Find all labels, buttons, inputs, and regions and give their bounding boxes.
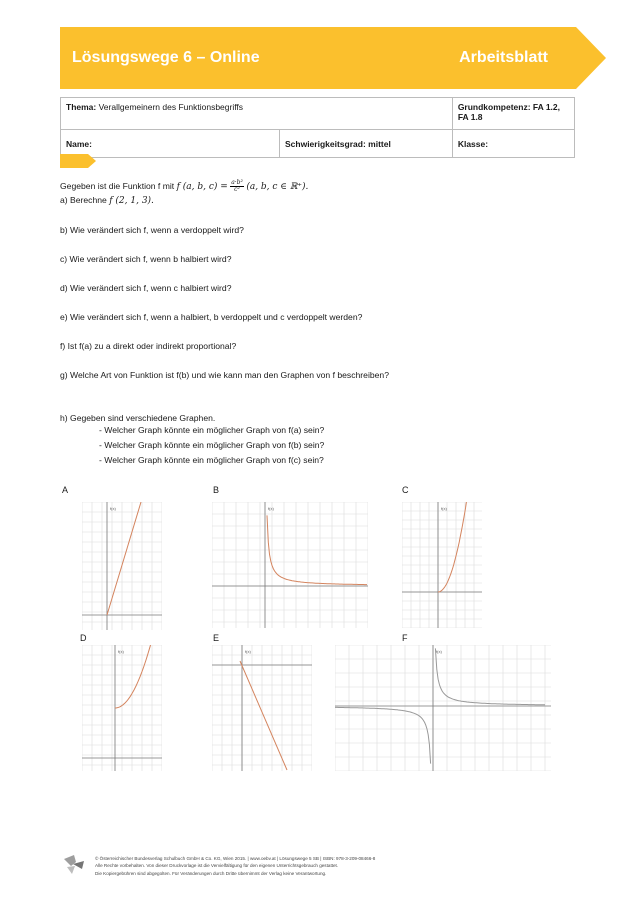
task-h2: - Welcher Graph könnte ein möglicher Graph von f(b) sein? xyxy=(99,440,325,450)
thema-label: Thema: xyxy=(66,102,97,112)
task-h3: - Welcher Graph könnte ein möglicher Graph von f(c) sein? xyxy=(99,455,324,465)
schwierigkeit-label: Schwierigkeitsgrad: xyxy=(285,138,366,149)
formula-numerator: a·b² xyxy=(231,179,243,186)
worksheet-type: Arbeitsblatt xyxy=(459,49,548,66)
task-intro xyxy=(60,180,308,193)
schwierigkeit-value: mittel xyxy=(368,138,391,149)
task-f: f) Ist f(a) zu a direkt oder indirekt proportional? xyxy=(60,341,237,351)
formula-fraction xyxy=(230,180,244,193)
kompetenz-label: Grundkompetenz: xyxy=(457,102,531,112)
task-g: g) Welche Art von Funktion ist f(b) und wie kann man den Graphen von f beschreiben? xyxy=(60,370,389,380)
name-label: Name: xyxy=(66,138,92,149)
intro-text: Gegeben ist die Funktion f mit xyxy=(60,180,175,191)
task-h1: - Welcher Graph könnte ein möglicher Graph von f(a) sein? xyxy=(99,425,325,435)
axis-label: f(x) xyxy=(441,506,447,511)
graph-e xyxy=(212,645,312,771)
axis-label: f(x) xyxy=(268,506,274,511)
formula-denominator: c² xyxy=(234,186,240,193)
curve xyxy=(435,648,545,704)
graph-d xyxy=(82,645,162,771)
axis-label: f(x) xyxy=(436,649,442,654)
graph-label-f: F xyxy=(402,633,408,643)
klasse-cell[interactable] xyxy=(452,130,574,158)
graph-f xyxy=(335,645,551,771)
curve xyxy=(240,661,287,770)
graph-label-c: C xyxy=(402,485,409,495)
section-tab-marker xyxy=(60,154,98,168)
task-h: h) Gegeben sind verschiedene Graphen. xyxy=(60,413,216,423)
axis-label: f(x) xyxy=(245,649,251,654)
publisher-logo xyxy=(62,853,88,875)
task-b: b) Wie verändert sich f, wenn a verdoppelt wird? xyxy=(60,225,244,235)
axis-label: f(x) xyxy=(110,506,116,511)
book-title: Lösungswege 6 – Online xyxy=(72,49,260,66)
thema-value: Verallgemeinern des Funktionsbegriffs xyxy=(98,102,244,112)
curve xyxy=(115,645,155,708)
header-banner xyxy=(60,27,606,89)
graph-label-e: E xyxy=(213,633,220,643)
kompetenz-cell xyxy=(452,98,574,130)
formula-domain: (a, b, c ∈ ℝ⁺). xyxy=(246,181,309,192)
graph-label-a: A xyxy=(62,485,69,495)
thema-cell xyxy=(61,98,453,130)
graph-b xyxy=(212,502,368,628)
task-a xyxy=(60,195,154,207)
klasse-label: Klasse: xyxy=(457,138,489,149)
formula-lhs: f (a, b, c) = xyxy=(176,181,228,192)
footer xyxy=(95,855,375,877)
footer-line-3: Die Kopiergebühren sind abgegolten. Für Veränderungen durch Dritte übernimmt der Verlag keine Verantwortung. xyxy=(95,870,327,876)
task-e: e) Wie verändert sich f, wenn a halbiert, b verdoppelt und c verdoppelt werden? xyxy=(60,312,363,322)
footer-line-2: Alle Rechte vorbehalten. Von dieser Druckvorlage ist die Vervielfältigung für den eigenen Unterrichtsgebrauch gestattet. xyxy=(95,863,339,869)
axis-label: f(x) xyxy=(118,649,124,654)
graph-a xyxy=(82,502,162,630)
graph-c xyxy=(402,502,482,628)
task-d: d) Wie verändert sich f, wenn c halbiert wird? xyxy=(60,283,232,293)
task-c: c) Wie verändert sich f, wenn b halbiert wird? xyxy=(60,254,232,264)
graph-label-d: D xyxy=(80,633,87,643)
task-a-expr: f (2, 1, 3). xyxy=(109,196,154,206)
schwierigkeit-cell xyxy=(280,130,453,158)
info-table xyxy=(60,97,575,158)
footer-line-1: © Österreichischer Bundesverlag Schulbuch GmbH & Co. KG, Wien 2015. | www.oebv.at | Lösungswege 5 SB | ISBN: 978-3-209-08466-8 xyxy=(95,856,376,861)
kompetenz-value: FA 1.2, FA 1.8 xyxy=(457,102,561,122)
task-a-text: a) Berechne xyxy=(60,195,107,205)
graph-label-b: B xyxy=(213,485,220,495)
curve-branch xyxy=(335,707,431,763)
